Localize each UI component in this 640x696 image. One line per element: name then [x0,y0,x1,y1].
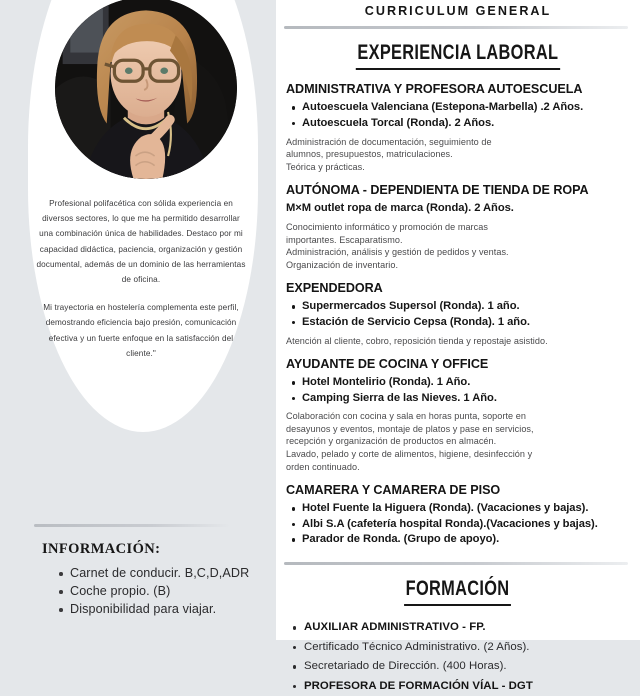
list-item: Camping Sierra de las Nieves. 1 Año. [302,391,618,407]
profile-paragraph-2: Mi trayectoria en hostelería complementa este perfil, demostrando eficiencia bajo presión, comunicación efectiva y un fuerte enfoque en la satisfacción del cliente." [43,303,239,358]
experience-body [276,82,640,548]
avatar [48,0,244,186]
job-description [286,335,618,348]
description-line: Colaboración con cocina y sala en horas punta, soporte en [286,411,526,422]
title-divider [284,26,628,29]
section-heading-education [276,577,640,606]
list-item: Supermercados Supersol (Ronda). 1 año. [302,299,618,315]
profile-photo [55,0,237,179]
job-places [286,100,618,131]
profile-paragraph-1: Profesional polifacética con sólida experiencia en diversos sectores, lo que me ha permitido desarrollar una combinación única de habilidades. Destaco por mi capacidad didáctica, paciencia, organización y gestión documental, además de un dominio de las herramientas de oficina. [36,199,246,285]
list-item: Estación de Servicio Cepsa (Ronda). 1 año. [302,315,618,331]
description-line: Lavado, pelado y corte de alimentos, higiene, desinfección y [286,449,533,460]
job-places [286,501,618,548]
sidebar [0,0,276,640]
section-heading-experience [276,41,640,70]
job-place: M×M outlet ropa de marca (Ronda). 2 Años. [286,202,514,215]
job-description [286,136,618,174]
description-line: Teórica y prácticas. [286,161,365,172]
job-description [286,410,618,473]
description-line: Atención al cliente, cobro, reposición tienda y repostaje asistido. [286,335,548,346]
education-body [276,618,640,696]
job-entry [286,483,618,548]
main-column [276,0,640,692]
description-line: importantes. Escaparatismo. [286,234,403,245]
job-title: AYUDANTE DE COCINA Y OFFICE [286,357,489,372]
list-item: Hotel Montelirio (Ronda). 1 Año. [302,375,618,391]
list-item: Autoescuela Torcal (Ronda). 2 Años. [302,116,618,132]
description-line: Administración, análisis y gestión de pedidos y ventas. [286,247,509,258]
education-divider [284,562,628,565]
description-line: Organización de inventario. [286,259,399,270]
job-entry [286,281,618,347]
description-line: Administración de documentación, seguimiento de [286,136,492,147]
description-line: Conocimiento informático y promoción de marcas [286,221,488,232]
section-heading-experience-label: EXPERIENCIA LABORAL [356,41,560,70]
job-title: EXPENDEDORA [286,281,383,296]
list-item: Certificado Técnico Administrativo. (2 Años). [304,638,618,658]
job-description [286,221,618,271]
description-line: alumnos, presupuestos, matriculaciones. [286,149,453,160]
job-entry [286,82,618,173]
profile-summary [34,196,248,361]
list-item: Coche propio. (B) [70,583,256,600]
list-item: Albi S.A (cafetería hospital Ronda).(Vacaciones y bajas). [302,517,618,533]
info-divider [34,524,230,527]
description-line: orden continuado. [286,461,360,472]
list-item: Autoescuela Valenciana (Estepona-Marbella) .2 Años. [302,100,618,116]
job-entry [286,357,618,473]
job-entry [286,183,618,271]
description-line: desayunos y eventos, montaje de platos y pase en servicios, [286,423,534,434]
list-item: Hotel Fuente la Higuera (Ronda). (Vacaciones y bajas). [302,501,618,517]
list-item: PROFESORA DE FORMACIÓN VÍAL - DGT [304,677,618,696]
job-places [286,299,618,330]
description-line: recepción y organización de productos en almacén. [286,436,497,447]
job-title: CAMARERA Y CAMARERA DE PISO [286,483,501,498]
list-item: Parador de Ronda. (Grupo de apoyo). [302,532,618,548]
education-list [286,618,618,696]
list-item: Secretariado de Dirección. (400 Horas). [304,657,618,677]
job-places [286,375,618,406]
job-title: ADMINISTRATIVA Y PROFESORA AUTOESCUELA [286,82,583,97]
info-section [30,524,256,619]
list-item: Disponibilidad para viajar. [70,601,256,618]
info-heading: INFORMACIÓN: [42,541,161,557]
job-title: AUTÓNOMA - DEPENDIENTA DE TIENDA DE ROPA [286,183,589,198]
list-item: AUXILIAR ADMINISTRATIVO - FP. [304,618,618,638]
list-item: Carnet de conducir. B,C,D,ADR [70,565,256,582]
page-title: CURRICULUM GENERAL [364,4,552,18]
info-list [30,565,256,618]
section-heading-education-label: FORMACIÓN [405,577,512,606]
